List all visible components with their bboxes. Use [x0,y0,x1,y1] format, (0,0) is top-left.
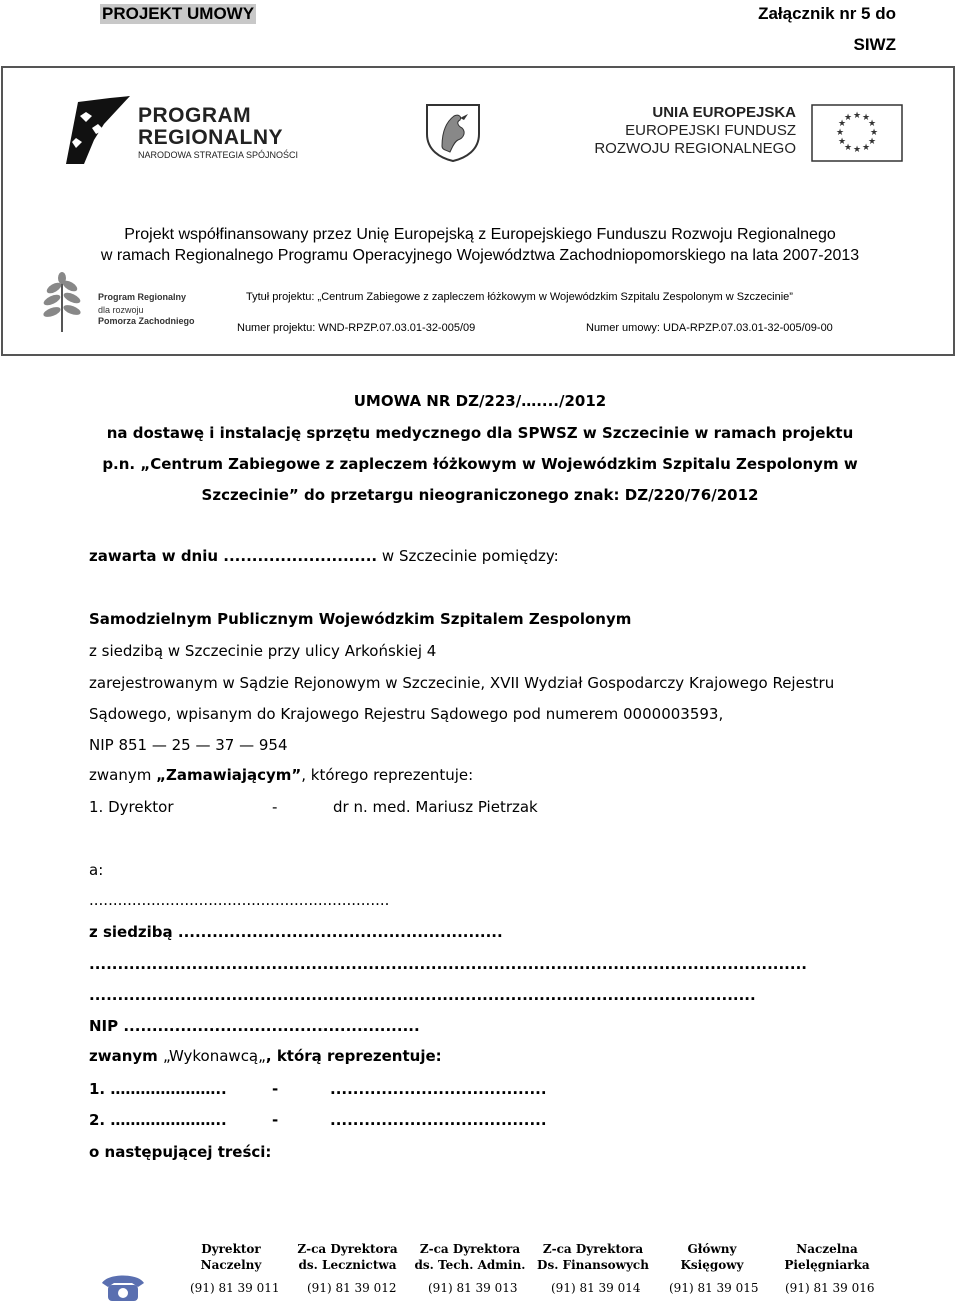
footer-subtitle: Pielęgniarka [784,1258,870,1272]
eu-line2: EUROPEJSKI FUNDUSZ [625,122,796,139]
contractor-post: , którą reprezentuje: [265,1047,442,1065]
footer-subtitle: Naczelny [200,1258,262,1272]
footer-col-deputy-admin [410,1241,530,1273]
footer-subtitle: ds. Lecznictwa [298,1258,397,1272]
footer-title: Główny [687,1242,737,1256]
coat-of-arms [424,102,482,162]
leaf-branch-icon [40,272,82,334]
footer-col-deputy-medical [290,1241,405,1273]
ordering-party-term: „Zamawiającym” [156,766,302,784]
agreement-subject-line3: Szczecinie” do przetargu nieograniczonego znak: DZ/220/76/2012 [201,486,759,504]
eu-line1: UNIA EUROPEJSKA [652,104,796,121]
concluded-line [89,547,559,565]
agreement-subject-line2: p.n. „Centrum Zabiegowe z zapleczem łóżkowym w Wojewódzkim Szpitalu Zespolonym w [102,455,858,473]
footer-subtitle: Księgowy [680,1258,744,1272]
svg-text:★: ★ [861,143,871,153]
project-number: Numer projektu: WND-RPZP.07.03.01-32-005/09 [237,322,476,334]
concluded-place: w Szczecinie pomiędzy: [377,547,559,565]
footer-col-chief-nurse [772,1241,882,1273]
svg-text:★: ★ [861,113,871,123]
footer-col-director [176,1241,286,1273]
contractor-pre: zwanym [89,1047,164,1065]
program-line3: NARODOWA STRATEGIA SPÓJNOŚCI [138,150,299,160]
representative-2-1: 1. ………………….. [89,1080,227,1098]
representative-2-1-name: ...................................... [330,1080,547,1098]
contractor-blank-line2: ..................................................................................................................... [89,986,756,1004]
representative-2-2-name: ...................................... [330,1111,547,1129]
eu-fund-logo [594,104,903,164]
footer-col-chief-accountant [662,1241,762,1273]
representative-1-name: dr n. med. Mariusz Pietrzak [333,798,538,816]
phone-chief-accountant: (91) 81 39 015 [669,1281,759,1295]
phone-icon [98,1271,148,1303]
contractor-nip: NIP .................................................... [89,1017,420,1035]
footer-title: Naczelna [796,1242,858,1256]
ordering-party-pre: zwanym [89,766,157,784]
contractor-name-blank: ............................................................... [89,891,390,909]
draft-label: PROJEKT UMOWY [102,4,255,23]
svg-text:★: ★ [867,137,877,147]
phone-deputy-medical: (91) 81 39 012 [307,1281,397,1295]
footer-title: Z-ca Dyrektora [297,1242,398,1256]
phone-deputy-finance: (91) 81 39 014 [551,1281,641,1295]
content-intro: o następującej treści: [89,1143,272,1161]
representative-1-role: 1. Dyrektor [89,798,174,816]
representative-1-dash: - [272,798,278,816]
representative-2-1-dash: - [272,1080,279,1098]
concluded-date: zawarta w dniu ........................... [89,547,378,565]
agreement-title: UMOWA NR DZ/223/…..../2012 [353,392,607,410]
contractor-seat: z siedzibą ......................................................... [89,923,503,941]
and-label: a: [89,861,104,879]
phone-director: (91) 81 39 011 [190,1281,280,1295]
contractor-line [89,1047,442,1065]
contractor-term: „Wykonawcą„ [163,1047,266,1065]
svg-text:★: ★ [852,145,862,155]
party-registration-line2: Sądowego, wpisanym do Krajowego Rejestru Sądowego pod numerem 0000003593, [89,705,724,723]
agreement-subject-line1: na dostawę i instalację sprzętu medycznego dla SPWSZ w Szczecinie w ramach projektu [106,424,854,442]
cofinancing-line2: w ramach Regionalnego Programu Operacyjnego Województwa Zachodniopomorskiego na lata 2007-2013 [100,247,860,264]
pomorze-line2: dla rozwoju [98,305,144,315]
party-nip: NIP 851 — 25 — 37 — 954 [89,736,288,754]
svg-text:★: ★ [837,119,847,129]
program-regionalny-logo [64,94,324,166]
party-name: Samodzielnym Publicznym Wojewódzkim Szpitalem Zespolonym [89,610,632,628]
footer-title: Z-ca Dyrektora [419,1242,521,1256]
program-line1: PROGRAM [138,104,252,127]
svg-text:★: ★ [835,128,845,138]
footer-subtitle: ds. Tech. Admin. [414,1258,526,1272]
pomorze-line1: Program Regionalny [98,292,187,302]
griffin-crest-icon [424,102,482,162]
phone-chief-nurse: (91) 81 39 016 [785,1281,875,1295]
pomorze-zachodnie-logo [40,272,195,336]
siwz-label: SIWZ [853,35,896,54]
cofinancing-line1: Projekt współfinansowany przez Unię Europejską z Europejskiego Funduszu Rozwoju Regionalnego [124,226,836,243]
footer-title: Dyrektor [201,1242,261,1256]
contract-number: Numer umowy: UDA-RPZP.07.03.01-32-005/09-00 [586,322,833,334]
phone-deputy-admin: (91) 81 39 013 [428,1281,518,1295]
telephone-icon [98,1271,148,1303]
ordering-party-post: , którego reprezentuje: [301,766,474,784]
svg-text:★: ★ [867,119,877,129]
representative-2-2: 2. ………………….. [89,1111,227,1129]
project-title: Tytuł projektu: „Centrum Zabiegowe z zapleczem łóżkowym w Wojewódzkim Szpitalu Zespolonym w Szczecinie” [246,291,793,303]
svg-text:★: ★ [843,113,853,123]
program-regionalny-mark-icon [64,94,132,166]
svg-text:★: ★ [852,111,862,121]
attachment-label: Załącznik nr 5 do [758,4,896,23]
representative-2-2-dash: - [272,1111,279,1129]
footer-title: Z-ca Dyrektora [542,1242,644,1256]
eu-line3: ROZWOJU REGIONALNEGO [594,140,796,157]
program-line2: REGIONALNY [138,126,284,149]
pomorze-line3: Pomorza Zachodniego [98,316,195,326]
svg-text:★: ★ [843,143,853,153]
svg-text:★: ★ [837,137,847,147]
svg-text:★: ★ [869,128,879,138]
footer-col-deputy-finance [534,1241,652,1273]
footer-subtitle: Ds. Finansowych [537,1258,649,1272]
party-registration-line1: zarejestrowanym w Sądzie Rejonowym w Szczecinie, XVII Wydział Gospodarczy Krajowego Rejestru [89,674,835,692]
party-seat: z siedzibą w Szczecinie przy ulicy Arkońskiej 4 [89,642,437,660]
eu-flag-icon [811,104,903,162]
ordering-party-line [89,766,473,784]
contractor-blank-line1: .............................................................................................................................. [89,955,807,973]
